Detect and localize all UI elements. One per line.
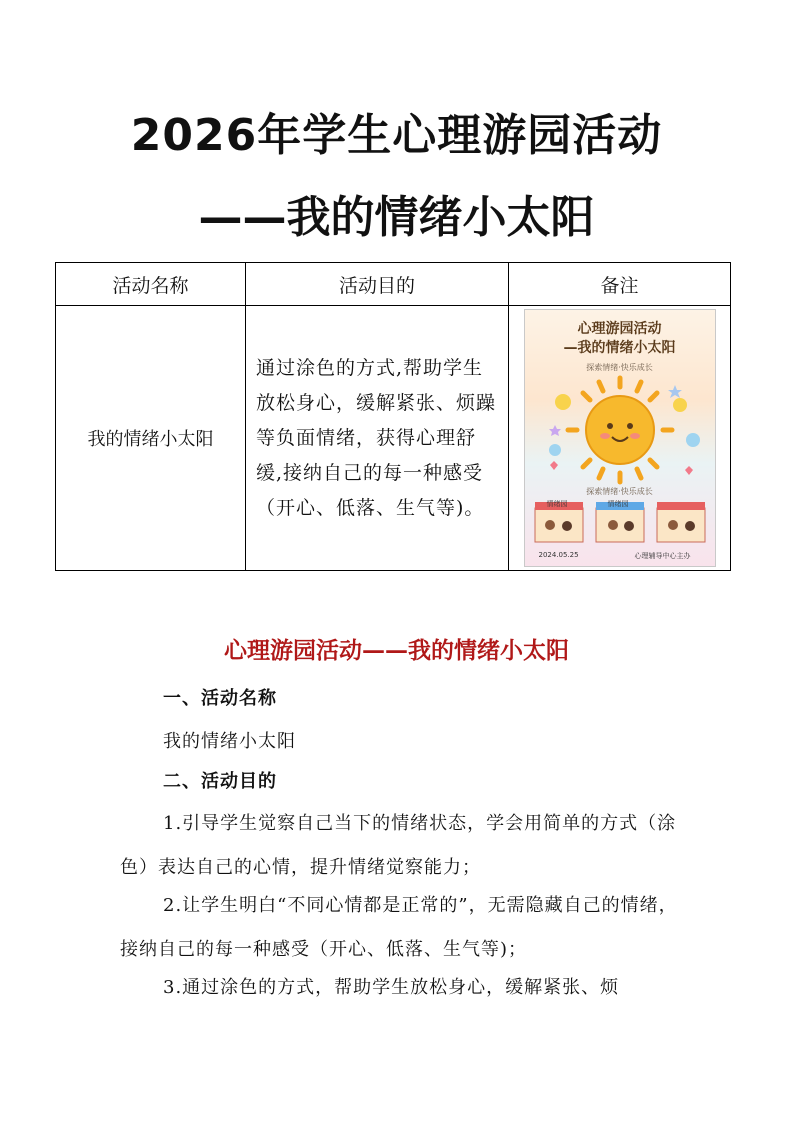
poster-title: 心理游园活动 (577, 321, 662, 337)
header-notes: 备注 (509, 263, 731, 306)
goal-item-3: 3.通过涂色的方式，帮助学生放松身心，缓解紧张、烦 (163, 977, 620, 998)
goal-item-2: 2.让学生明白“不同心情都是正常的”，无需隐藏自己的情绪，接纳自己的每一种感受（开心、低落、生气等)； (120, 895, 678, 960)
table-header-row (56, 263, 731, 306)
booth-label: 情绪园 (546, 500, 568, 508)
section-heading: 心理游园活动——我的情绪小太阳 (224, 637, 569, 664)
cell-notes (509, 306, 731, 571)
poster-date: 2024.05.25 (538, 551, 579, 559)
header-activity-name: 活动名称 (56, 263, 246, 306)
document-subtitle: ——我的情绪小太阳 (198, 192, 595, 243)
star-icon (668, 385, 682, 398)
heart-icon (685, 466, 693, 475)
document-title: 2026年学生心理游园活动 (130, 110, 663, 161)
poster-tagline-top: 探索情绪·快乐成长 (586, 363, 653, 372)
booth-label: 情绪园 (607, 500, 629, 508)
poster-organizer: 心理辅导中心主办 (634, 552, 691, 560)
heading-activity-name: 一、活动名称 (163, 688, 277, 709)
cell-activity-purpose: 通过涂色的方式,帮助学生放松身心，缓解紧张、烦躁等负面情绪，获得心理舒缓,接纳自己的每一种感受（开心、低落、生气等)。 (246, 306, 509, 571)
star-icon (549, 425, 561, 436)
smiley-icon (673, 398, 687, 412)
smiley-icon (549, 444, 561, 456)
heading-activity-purpose: 二、活动目的 (163, 771, 277, 792)
goal-item-1: 1.引导学生觉察自己当下的情绪状态，学会用简单的方式（涂色）表达自己的心情，提升情绪觉察能力； (120, 813, 677, 878)
sun-icon (568, 378, 672, 482)
poster-tagline-bottom: 探索情绪·快乐成长 (586, 487, 653, 496)
activity-name-text: 我的情绪小太阳 (163, 731, 296, 752)
sun-illustration (525, 310, 715, 566)
activity-info-table (55, 262, 731, 571)
cell-activity-name: 我的情绪小太阳 (56, 306, 246, 571)
activity-poster (524, 309, 716, 567)
table-row (56, 306, 731, 571)
heart-icon (550, 461, 558, 470)
header-activity-purpose: 活动目的 (246, 263, 509, 306)
smiley-icon (686, 433, 700, 447)
poster-subtitle: —我的情绪小太阳 (563, 340, 676, 356)
smiley-icon (555, 394, 571, 410)
